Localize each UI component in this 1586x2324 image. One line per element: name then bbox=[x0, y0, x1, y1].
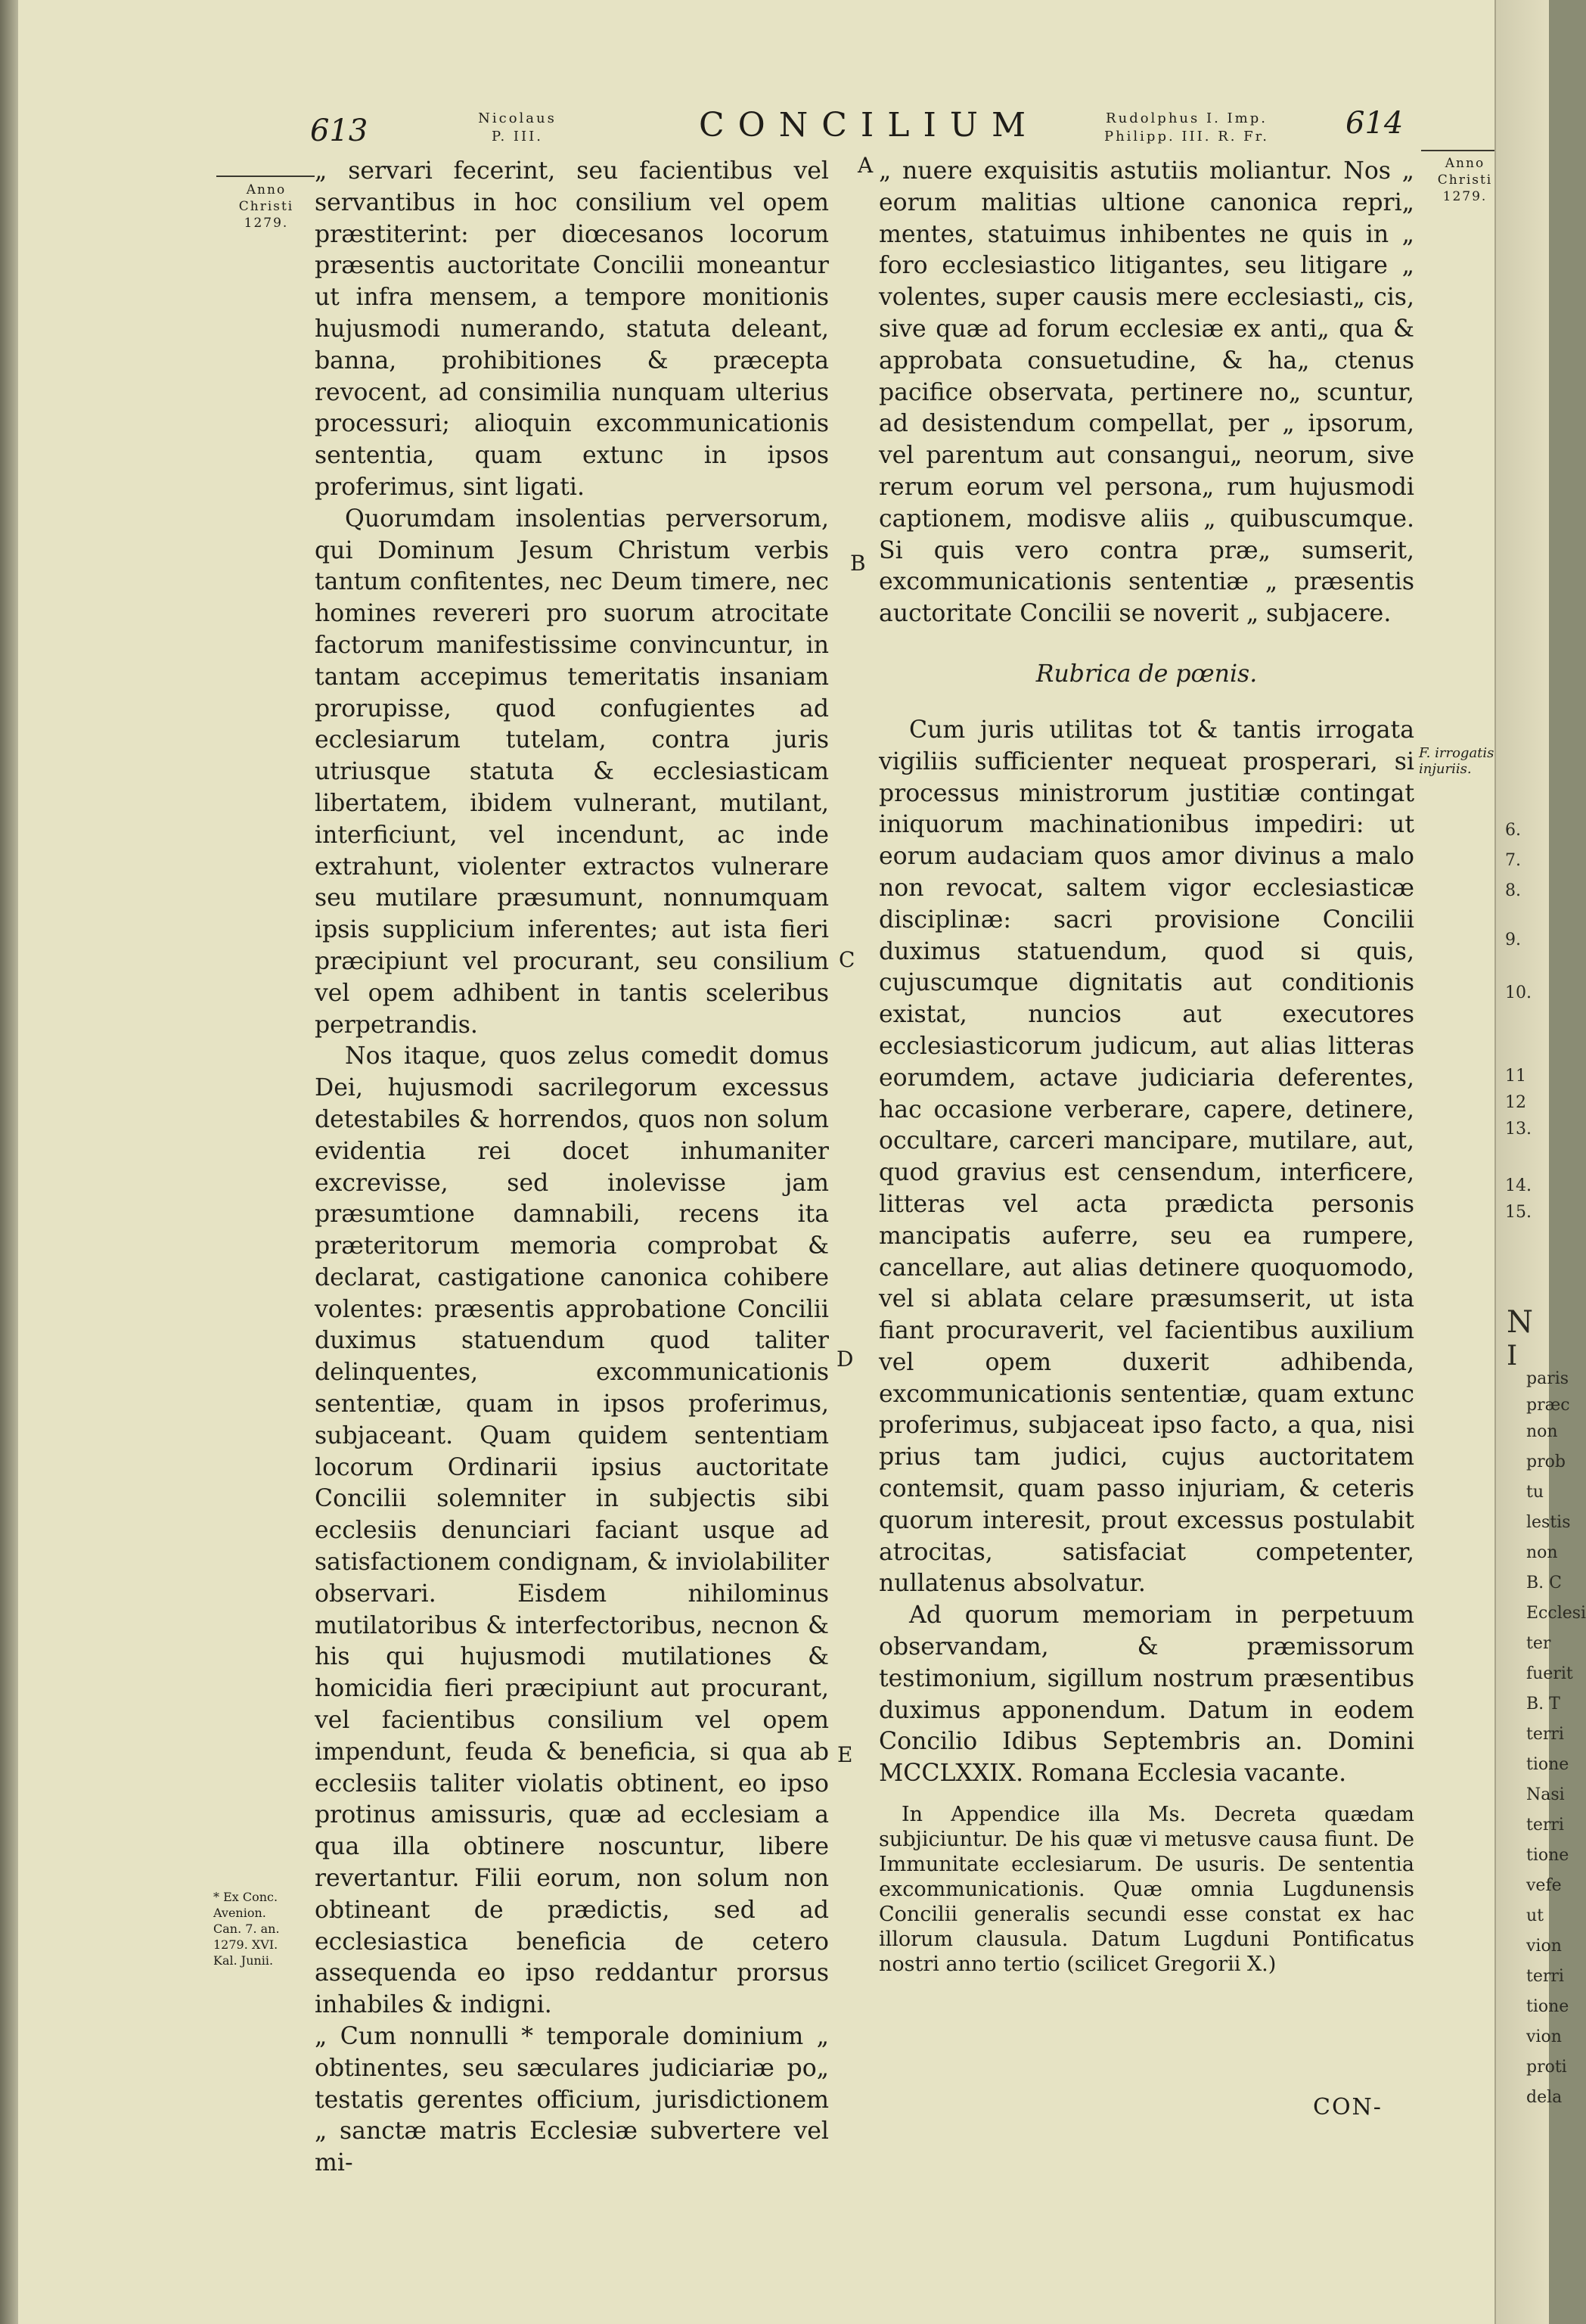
next-page-fragment: dela bbox=[1526, 2088, 1563, 2107]
next-page-fragment: tione bbox=[1526, 1997, 1569, 2016]
next-page-fragment: 13. bbox=[1505, 1120, 1532, 1139]
margin-note-line: F. irrogatis bbox=[1419, 745, 1494, 761]
margin-year-value-right: 1279. bbox=[1442, 189, 1488, 204]
running-title: CONCILIUM bbox=[699, 106, 1040, 144]
source-note-line: Avenion. bbox=[213, 1906, 266, 1920]
next-page-fragment: ut bbox=[1526, 1906, 1544, 1925]
section-marker-c: C bbox=[839, 947, 855, 972]
appendix-note: In Appendice illa Ms. Decreta quædam subjiciuntur. De his quæ vi metusve causa fiunt. De Immunitate ecclesiarum. De usuris. De sententia excommunicationis. Quæ omnia Lugdunensis Concilii generalis secundi esse constat ex hac illorum clausula. Datum Lugduni Pontificatus nostri anno tertio (scilicet Gregorii X.) bbox=[879, 1803, 1414, 1977]
header-pope bbox=[457, 110, 578, 146]
margin-note-line: injuriis. bbox=[1419, 761, 1472, 777]
paragraph-nuere: „ nuere exquisitis astutiis moliantur. Nos „ eorum malitias ultione canonica repri„ mentes, statuimus inhibentes ne quis in „ foro ecclesiastico litigantes, seu litigare „ volentes, super causis mere ecclesiasti„ cis, sive quæ ad forum ecclesiæ ex anti„ qua & approbata consuetudine, & ha„ ctenus pacifice observata, pertinere no„ scuntur, ad desistendum compellat, per „ ipsorum, vel parentum aut consangui„ neorum, sive rerum eorum vel persona„ rum hujusmodi captionem, modisve aliis „ quibuscumque. Si quis vero contra præ„ sumserit, excommunicationis sententiæ „ præsentis auctoritate Concilii se noverit „ subjacere. bbox=[879, 157, 1414, 628]
source-note-line: * Ex Conc. bbox=[213, 1890, 278, 1904]
paragraph-ad-quorum: Ad quorum memoriam in perpetuum observandam, & præmissorum testimonium, sigillum nostrum præsentibus duximus apponendum. Datum in eodem Concilio Idibus Septembris an. Domini MCCLXXIX. Romana Ecclesia vacante. bbox=[879, 1602, 1414, 1788]
next-page-fragment: terri bbox=[1526, 1967, 1564, 1986]
margin-christi-right: Christi bbox=[1437, 172, 1493, 188]
next-page-fragment: Nasi bbox=[1526, 1785, 1565, 1804]
next-page-fragment: B. C bbox=[1526, 1574, 1562, 1592]
next-page-fragment: tione bbox=[1526, 1755, 1569, 1774]
next-page-fragment: tione bbox=[1526, 1846, 1569, 1865]
next-page-fragment: 11 bbox=[1505, 1067, 1526, 1086]
left-text-column bbox=[315, 156, 829, 2180]
margin-year-value-left: 1279. bbox=[244, 216, 289, 231]
next-page-fragment: fuerit bbox=[1526, 1664, 1573, 1683]
catchword: CON- bbox=[1313, 2094, 1383, 2120]
header-king: Philipp. III. R. Fr. bbox=[1103, 129, 1270, 144]
next-page-edge bbox=[1494, 0, 1586, 2324]
next-page-initial: N bbox=[1507, 1305, 1533, 1340]
next-page-fragment: vefe bbox=[1526, 1876, 1562, 1895]
next-page-fragment: proti bbox=[1526, 2058, 1567, 2077]
section-marker-d: D bbox=[836, 1347, 854, 1372]
paragraph-cum-nonnulli: „ Cum nonnulli * temporale dominium „ obtinentes, seu sæculares judiciariæ po„ testatis gerentes officium, jurisdictionem „ sanctæ matris Ecclesiæ subvertere vel mi- bbox=[315, 2023, 829, 2177]
paragraph-quorumdam: Quorumdam insolentias perversorum, qui Dominum Jesum Christum verbis tantum confitentes, nec Deum timere, nec homines revereri pro suorum atrocitate factorum manifestissime convincuntur, in tantam accepimus temeritatis insaniam prorupisse, quod confugientes ad ecclesiarum tutelam, contra juris utriusque statuta & ecclesiasticam libertatem, ibidem vulnerant, mutilant, interficiunt, vel incendunt, ac inde extrahunt, violenter extractos vulnerare seu mutilare præsumunt, nonnumquam ipsis supplicium inferentes; aut ista fieri præcipiunt vel procurant, seu consilium vel opem adhibent in tantis sceleribus perpetrandis. bbox=[315, 505, 829, 1039]
header-rulers bbox=[1073, 110, 1300, 146]
next-page-fragment: lestis bbox=[1526, 1513, 1571, 1532]
margin-rule-left bbox=[216, 176, 315, 177]
next-page-fragment: non bbox=[1526, 1422, 1558, 1441]
margin-anno-right: Anno bbox=[1445, 156, 1485, 171]
source-note-line: Kal. Junii. bbox=[213, 1953, 274, 1968]
source-note-line: 1279. XVI. bbox=[213, 1937, 278, 1952]
page-number-left: 613 bbox=[310, 113, 368, 148]
next-page-fragment: 10. bbox=[1505, 983, 1532, 1002]
paragraph-cum-juris: Cum juris utilitas tot & tantis irrogata vigiliis sufficienter nequeat prosperari, si processus ministrorum justitiæ contingat iniquorum machinationibus impediri: ut eorum audaciam quos amor divinus a malo non revocat, saltem vigor ecclesiasticæ disciplinæ: sacri provisione Concilii duximus statuendum, quod si quis, cujuscumque dignitatis aut conditionis existat, nuncios aut executores ecclesiasticorum judicum, aut alias litteras eorumdem, actave judiciaria deferentes, hac occasione verberare, capere, detinere, occultare, carceri mancipare, mutilare, aut, quod gravius est censendum, interficere, litteras vel acta prædicta personis mancipatis auferre, seu ea rumpere, cancellare, aut alias detinere quoquomodo, vel si ablata celare præsumserit, ut ista fiant procuraverit, vel facientibus auxilium vel opem duxerit adhibenda, excommunicationis sententiæ, quam extunc proferimus, subjaceat ipso facto, a qua, nisi prius tam judici, cujus auctoritatem contemsit, quam passo injuriam, & ceteris quorum interesit, prout excessus postulabit atrocitas, satisfaciat competenter, nullatenus absolvatur. bbox=[879, 716, 1414, 1598]
next-page-fragment: 9. bbox=[1505, 931, 1521, 949]
next-page-fragment: ter bbox=[1526, 1634, 1551, 1653]
section-marker-b: B bbox=[850, 551, 866, 576]
book-page bbox=[18, 0, 1523, 2324]
section-marker-a: A bbox=[858, 153, 874, 178]
next-page-fragment: 7. bbox=[1505, 851, 1521, 870]
next-page-fragment: prob bbox=[1526, 1452, 1566, 1471]
source-note-line: Can. 7. an. bbox=[213, 1922, 280, 1936]
next-page-fragment: præc bbox=[1526, 1396, 1570, 1415]
next-page-fragment: terri bbox=[1526, 1816, 1564, 1835]
book-gutter bbox=[0, 0, 18, 2324]
next-page-fragment: vion bbox=[1526, 2027, 1562, 2046]
next-page-fragment: 14. bbox=[1505, 1176, 1532, 1195]
section-marker-e: E bbox=[837, 1742, 853, 1767]
margin-rule-right bbox=[1421, 150, 1506, 151]
header-pope-name: Nicolaus bbox=[478, 110, 557, 126]
margin-year-left bbox=[213, 182, 319, 231]
next-page-fragment: tu bbox=[1526, 1483, 1544, 1502]
next-page-fragment: non bbox=[1526, 1543, 1558, 1562]
next-page-initial: I bbox=[1507, 1341, 1518, 1372]
next-page-fragment: 15. bbox=[1505, 1203, 1532, 1222]
margin-christi-left: Christi bbox=[238, 199, 294, 214]
page-number-right: 614 bbox=[1345, 106, 1404, 141]
rubric-heading: Rubrica de pœnis. bbox=[1035, 660, 1258, 688]
next-page-fragment: Ecclesi bbox=[1526, 1604, 1586, 1623]
right-text-column bbox=[879, 156, 1414, 1977]
next-page-fragment: terri bbox=[1526, 1725, 1564, 1744]
next-page-fragment: vion bbox=[1526, 1937, 1562, 1956]
next-page-fragment: 6. bbox=[1505, 821, 1521, 840]
next-page-fragment: 12 bbox=[1505, 1093, 1526, 1112]
paragraph-nos-itaque: Nos itaque, quos zelus comedit domus Dei, hujusmodi sacrilegorum excessus detestabiles & horrendos, quos non solum evidentia rei docet inhumaniter excrevisse, sed inolevisse jam præsumtione damnabili, recens ita præteritorum memoria comprobat & declarat, castigatione canonica cohibere volentes: præsentis approbatione Concilii duximus statuendum quod taliter delinquentes, excommunicationis sententiæ, quam in ipsos proferimus, subjaceant. Quam quidem sententiam locorum Ordinarii ipsius auctoritate Concilii solemniter in subjectis sibi ecclesiis denunciari faciant usque ad satisfactionem condignam, & inviolabiliter observari. Eisdem nihilominus mutilatoribus & interfectoribus, necnon & his qui hujusmodi mutilationes & homicidia fieri præcipiunt aut procurant, vel facientibus consilium vel opem impendunt, feuda & beneficia, si qua ab ecclesiis taliter violatis obtinent, eo ipso protinus amissuris, quæ ad ecclesiam a qua illa obtinere noscuntur, libere revertantur. Filii eorum, non solum non obtineant de prædictis, sed ad ecclesiastica beneficia de cetero assequenda eo ipso reddantur prorsus inhabiles & indigni. bbox=[315, 1042, 829, 2019]
margin-source-note bbox=[213, 1889, 327, 1968]
margin-anno-left: Anno bbox=[246, 182, 287, 197]
header-emperor: Rudolphus I. Imp. bbox=[1106, 110, 1268, 126]
next-page-fragment: B. T bbox=[1526, 1695, 1560, 1713]
next-page-fragment: paris bbox=[1526, 1369, 1569, 1388]
paragraph-statuta: „ servari fecerint, seu facientibus vel servantibus in hoc consilium vel opem præstiterint: per diœcesanos locorum præsentis auctoritate Concilii moneantur ut infra mensem, a tempore monitionis hujusmodi numerando, statuta deleant, banna, prohibitiones & præcepta revocent, ad consimilia nunquam ulterius processuri; alioquin excommunicationis sententia, quam extunc in ipsos proferimus, sint ligati. bbox=[315, 157, 829, 501]
header-pope-number: P. III. bbox=[492, 129, 543, 144]
next-page-fragment: 8. bbox=[1505, 881, 1521, 900]
